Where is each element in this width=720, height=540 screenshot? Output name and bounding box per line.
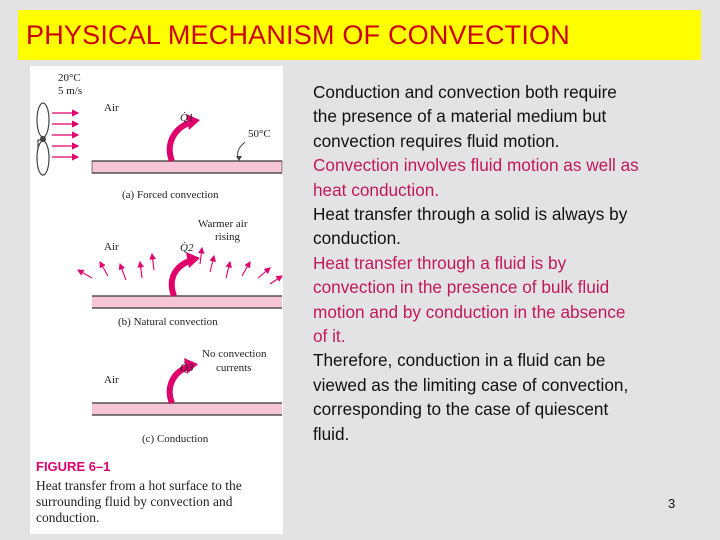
- surface-temp-label: 50°C: [248, 128, 271, 140]
- paragraph-1: Conduction and convection both require the presence of a material medium but convection requires fluid motion.: [313, 82, 617, 151]
- hot-plate-c: [92, 403, 282, 415]
- paragraph-4: Heat transfer through a fluid is by convection in the presence of bulk fluid motion and by conduction in the absence of it.: [313, 252, 626, 347]
- hot-plate-b: [92, 296, 282, 308]
- caption-forced-convection: (a) Forced convection: [122, 189, 219, 201]
- warmer-air-label-line2: rising: [215, 231, 241, 243]
- airflow-arrows: [52, 113, 78, 157]
- air-label-b: Air: [104, 241, 119, 253]
- heat-label-c: Q̇3: [180, 362, 194, 374]
- convection-figure: [30, 66, 283, 534]
- caption-natural-convection: (b) Natural convection: [118, 316, 218, 328]
- heat-label-a: Q̇1: [180, 112, 194, 124]
- heat-label-b: Q̇2: [180, 242, 194, 254]
- fan-icon: [37, 103, 49, 175]
- no-convection-label-line1: No convection: [202, 348, 267, 360]
- inlet-speed-label: 5 m/s: [58, 85, 83, 97]
- inlet-temp-label: 20°C: [58, 72, 81, 84]
- figure-number: FIGURE 6–1: [36, 459, 111, 474]
- no-convection-label-line2: currents: [216, 362, 252, 374]
- hot-plate-a: [92, 161, 282, 173]
- paragraph-3: Heat transfer through a solid is always by conduction.: [313, 204, 628, 249]
- air-label-a: Air: [104, 102, 119, 114]
- air-label-c: Air: [104, 374, 119, 386]
- slide-title: PHYSICAL MECHANISM OF CONVECTION: [26, 20, 570, 50]
- body-text: [313, 80, 643, 446]
- title-bar: [18, 10, 701, 60]
- figure-caption: Heat transfer from a hot surface to the surrounding fluid by convection and conduction.: [36, 478, 242, 525]
- paragraph-5: Therefore, conduction in a fluid can be viewed as the limiting case of convection, corresponding to the case of quiescent fluid.: [313, 350, 629, 444]
- caption-conduction: (c) Conduction: [142, 433, 209, 445]
- page-number: 3: [668, 496, 676, 511]
- warmer-air-label-line1: Warmer air: [198, 218, 248, 230]
- paragraph-2: Convection involves fluid motion as well as heat conduction.: [313, 155, 639, 200]
